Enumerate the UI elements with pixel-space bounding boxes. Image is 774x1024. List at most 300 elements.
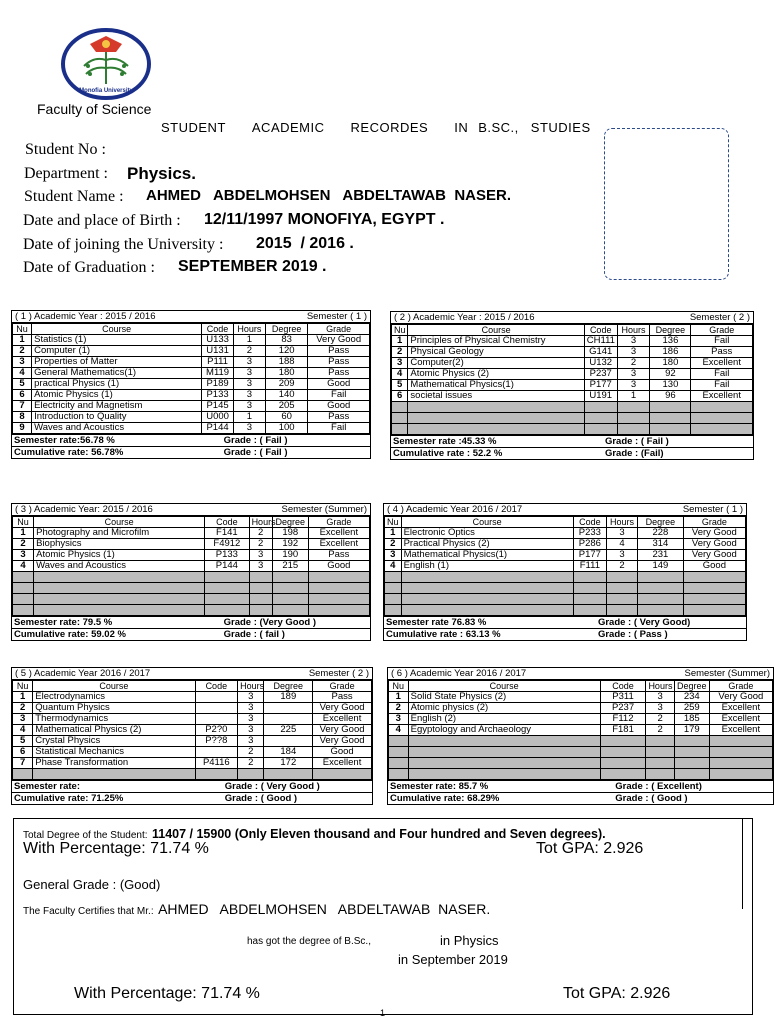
semester-rate-row xyxy=(12,780,372,792)
course-cell: Pass xyxy=(308,412,370,423)
course-cell: 96 xyxy=(650,391,691,402)
column-header-row xyxy=(385,517,746,528)
column-header: Degree xyxy=(265,324,308,335)
course-cell xyxy=(264,714,313,725)
cumulative-grade: Grade : ( Fail ) xyxy=(223,446,288,458)
course-cell: P133 xyxy=(205,550,249,561)
course-cell: 3 xyxy=(238,714,264,725)
empty-row xyxy=(392,424,753,435)
course-cell: 209 xyxy=(265,379,308,390)
course-cell: P144 xyxy=(202,423,234,434)
course-cell: 2 xyxy=(234,346,266,357)
column-header: Grade xyxy=(308,517,369,528)
course-row xyxy=(13,703,372,714)
course-cell: 3 xyxy=(13,357,32,368)
course-cell: 205 xyxy=(265,401,308,412)
course-cell: 180 xyxy=(265,368,308,379)
column-header: Code xyxy=(573,517,606,528)
course-cell: P177 xyxy=(584,380,617,391)
empty-row xyxy=(385,605,746,616)
course-cell: 1 xyxy=(392,336,408,347)
semester-rate: Semester rate :45.33 % xyxy=(393,435,497,447)
course-cell: 4 xyxy=(13,725,33,736)
column-header: Hours xyxy=(646,681,674,692)
empty-row xyxy=(389,747,773,758)
course-cell: English (1) xyxy=(401,561,573,572)
course-cell: 180 xyxy=(650,358,691,369)
empty-row xyxy=(13,769,372,780)
course-cell: 3 xyxy=(238,703,264,714)
course-table xyxy=(12,516,370,616)
course-cell: 100 xyxy=(265,423,308,434)
course-row xyxy=(389,692,773,703)
course-cell: societal issues xyxy=(408,391,584,402)
semester-header xyxy=(12,311,370,323)
course-cell: Pass xyxy=(313,692,372,703)
course-cell: Pass xyxy=(308,357,370,368)
course-cell: 3 xyxy=(234,390,266,401)
course-cell: 149 xyxy=(638,561,684,572)
course-cell: Statistical Mechanics xyxy=(33,747,195,758)
course-row xyxy=(392,347,753,358)
course-cell: 3 xyxy=(234,379,266,390)
course-cell: 1 xyxy=(13,692,33,703)
course-cell: 6 xyxy=(13,747,33,758)
empty-row xyxy=(13,583,370,594)
academic-year: ( 4 ) Academic Year 2016 / 2017 xyxy=(387,503,523,515)
course-cell: 5 xyxy=(392,380,408,391)
course-cell: 234 xyxy=(674,692,709,703)
course-cell: P233 xyxy=(573,528,606,539)
course-cell: Excellent xyxy=(313,758,372,769)
course-cell: Atomic Physics (1) xyxy=(34,550,205,561)
course-cell: Physical Geology xyxy=(408,347,584,358)
academic-year: ( 5 ) Academic Year 2016 / 2017 xyxy=(15,667,151,679)
course-cell xyxy=(264,736,313,747)
semester-label: Semester ( 2 ) xyxy=(308,667,369,679)
course-cell: Electricity and Magnetism xyxy=(32,401,202,412)
course-cell: 5 xyxy=(13,379,32,390)
course-cell xyxy=(195,703,238,714)
photo-placeholder xyxy=(604,128,729,280)
semester-label: Semester (Summer) xyxy=(684,667,770,679)
course-cell: 3 xyxy=(392,358,408,369)
column-header: Code xyxy=(205,517,249,528)
course-cell: P111 xyxy=(202,357,234,368)
course-cell: 3 xyxy=(617,369,650,380)
course-cell: 1 xyxy=(617,391,650,402)
course-cell: 5 xyxy=(13,736,33,747)
semester-grade: Grade : ( Very Good ) xyxy=(224,780,320,792)
course-row xyxy=(385,528,746,539)
semester-rate: Semester rate:56.78 % xyxy=(14,434,115,446)
course-cell: 6 xyxy=(392,391,408,402)
course-row xyxy=(13,747,372,758)
academic-year: ( 3 ) Academic Year: 2015 / 2016 xyxy=(15,503,153,515)
course-cell: 1 xyxy=(13,528,34,539)
column-header: Nu xyxy=(13,517,34,528)
cumulative-rate-row xyxy=(388,792,773,804)
graduation-label: Date of Graduation : xyxy=(23,259,155,276)
course-cell: 189 xyxy=(264,692,313,703)
course-cell: Good xyxy=(313,747,372,758)
course-cell: English (2) xyxy=(408,714,600,725)
course-cell: F111 xyxy=(573,561,606,572)
course-cell: 3 xyxy=(249,550,272,561)
course-cell: 4 xyxy=(392,369,408,380)
column-header: Grade xyxy=(683,517,745,528)
general-grade: General Grade : (Good) xyxy=(23,877,161,892)
semester-table-3 xyxy=(11,503,371,641)
course-cell: 136 xyxy=(650,336,691,347)
column-header-row xyxy=(392,325,753,336)
column-header: Nu xyxy=(389,681,409,692)
total-degree-label: Total Degree of the Student: xyxy=(23,830,148,841)
course-cell: practical Physics (1) xyxy=(32,379,202,390)
course-cell: CH111 xyxy=(584,336,617,347)
course-cell: 1 xyxy=(389,692,409,703)
certifies-name: AHMED ABDELMOHSEN ABDELTAWAB NASER. xyxy=(158,901,491,917)
course-cell: P177 xyxy=(573,550,606,561)
course-row xyxy=(13,539,370,550)
student-name-label: Student Name : xyxy=(24,188,124,205)
course-cell: 3 xyxy=(617,380,650,391)
course-cell: 3 xyxy=(13,550,34,561)
course-row xyxy=(13,401,370,412)
course-cell: 185 xyxy=(674,714,709,725)
course-cell: 9 xyxy=(13,423,32,434)
course-cell: 2 xyxy=(385,539,402,550)
course-cell: 7 xyxy=(13,758,33,769)
course-cell: Excellent xyxy=(709,714,772,725)
course-cell: 4 xyxy=(606,539,637,550)
course-cell: 186 xyxy=(650,347,691,358)
course-cell xyxy=(195,714,238,725)
course-row xyxy=(13,346,370,357)
column-header: Code xyxy=(584,325,617,336)
course-cell: 190 xyxy=(272,550,308,561)
course-row xyxy=(13,714,372,725)
course-cell: 3 xyxy=(249,561,272,572)
course-cell: 3 xyxy=(234,401,266,412)
empty-row xyxy=(389,736,773,747)
course-cell: Computer (1) xyxy=(32,346,202,357)
degree-text: has got the degree of B.Sc., xyxy=(247,936,371,947)
course-cell: 83 xyxy=(265,335,308,346)
empty-row xyxy=(385,594,746,605)
cumulative-rate: Cumulative rate: 56.78% xyxy=(14,446,124,458)
column-header: Course xyxy=(34,517,205,528)
course-cell: Waves and Acoustics xyxy=(32,423,202,434)
course-row xyxy=(13,692,372,703)
course-cell: 4 xyxy=(13,368,32,379)
course-cell: Good xyxy=(683,561,745,572)
course-cell: Very Good xyxy=(709,692,772,703)
course-cell: 231 xyxy=(638,550,684,561)
academic-year: ( 6 ) Academic Year 2016 / 2017 xyxy=(391,667,527,679)
empty-row xyxy=(385,583,746,594)
cumulative-rate-row xyxy=(384,628,746,640)
semester-grade: Grade : ( Excellent) xyxy=(615,780,702,792)
course-cell: 3 xyxy=(13,714,33,725)
course-cell: 3 xyxy=(606,550,637,561)
course-cell: 2 xyxy=(646,714,674,725)
course-cell: 3 xyxy=(646,692,674,703)
column-header: Code xyxy=(600,681,646,692)
column-header: Hours xyxy=(617,325,650,336)
course-cell: 3 xyxy=(646,703,674,714)
course-cell: 2 xyxy=(13,703,33,714)
column-header: Course xyxy=(408,325,584,336)
column-header-row xyxy=(13,324,370,335)
column-header: Degree xyxy=(650,325,691,336)
course-cell: U132 xyxy=(584,358,617,369)
course-row xyxy=(13,390,370,401)
course-cell: 2 xyxy=(392,347,408,358)
semester-rate-row xyxy=(12,434,370,446)
empty-row xyxy=(385,572,746,583)
course-cell: 130 xyxy=(650,380,691,391)
course-cell: 6 xyxy=(13,390,32,401)
cumulative-grade: Grade : ( Good ) xyxy=(615,792,688,804)
course-cell: Pass xyxy=(308,550,369,561)
course-cell: 120 xyxy=(265,346,308,357)
course-cell: 1 xyxy=(234,335,266,346)
course-cell: F4912 xyxy=(205,539,249,550)
course-cell: Atomic Physics (2) xyxy=(408,369,584,380)
empty-row xyxy=(392,402,753,413)
certification-line xyxy=(23,901,490,919)
course-cell: 188 xyxy=(265,357,308,368)
page-number: 1 xyxy=(380,1008,386,1018)
cumulative-grade: Grade : ( fail ) xyxy=(223,628,285,640)
course-cell: Good xyxy=(308,379,370,390)
academic-year: ( 1 ) Academic Year : 2015 / 2016 xyxy=(15,310,156,322)
course-cell: 2 xyxy=(13,346,32,357)
column-header: Grade xyxy=(709,681,772,692)
column-header: Nu xyxy=(385,517,402,528)
course-row xyxy=(385,561,746,572)
course-cell: 2 xyxy=(646,725,674,736)
student-name-value: AHMED ABDELMOHSEN ABDELTAWAB NASER. xyxy=(146,187,512,204)
course-cell: 3 xyxy=(234,368,266,379)
semester-rate: Semester rate: 85.7 % xyxy=(390,780,489,792)
column-header: Course xyxy=(408,681,600,692)
course-cell: Atomic Physics (1) xyxy=(32,390,202,401)
semester-table-1 xyxy=(11,310,371,459)
course-cell: Biophysics xyxy=(34,539,205,550)
empty-row xyxy=(392,413,753,424)
semester-label: Semester ( 2 ) xyxy=(689,311,750,323)
course-cell: Fail xyxy=(691,369,753,380)
course-cell: 3 xyxy=(234,423,266,434)
course-cell: Excellent xyxy=(308,528,369,539)
course-cell: 184 xyxy=(264,747,313,758)
course-cell: 3 xyxy=(385,550,402,561)
department-value: Physics. xyxy=(127,164,196,183)
course-cell: 3 xyxy=(606,528,637,539)
course-cell: P4116 xyxy=(195,758,238,769)
course-cell: 3 xyxy=(389,714,409,725)
semester-table-6 xyxy=(387,667,774,805)
course-cell: 2 xyxy=(249,539,272,550)
course-cell: Fail xyxy=(691,380,753,391)
semester-table-2 xyxy=(390,311,754,460)
course-cell: Fail xyxy=(308,423,370,434)
semester-grade: Grade : ( Fail ) xyxy=(604,435,669,447)
empty-row xyxy=(389,758,773,769)
course-cell: P145 xyxy=(202,401,234,412)
course-cell: Very Good xyxy=(683,539,745,550)
course-cell: 228 xyxy=(638,528,684,539)
course-row xyxy=(13,412,370,423)
course-cell: F112 xyxy=(600,714,646,725)
cumulative-rate-row xyxy=(12,446,370,458)
column-header: Nu xyxy=(392,325,408,336)
semester-header xyxy=(388,668,773,680)
course-cell: P133 xyxy=(202,390,234,401)
course-table xyxy=(391,324,753,435)
empty-row xyxy=(13,594,370,605)
course-cell: Computer(2) xyxy=(408,358,584,369)
course-cell: 2 xyxy=(617,358,650,369)
column-header-row xyxy=(13,681,372,692)
semester-grade: Grade : ( Very Good) xyxy=(597,616,691,628)
course-cell: U000 xyxy=(202,412,234,423)
graduation-value: SEPTEMBER 2019 . xyxy=(178,258,327,275)
birth-label: Date and place of Birth : xyxy=(23,212,181,229)
summary-box xyxy=(13,818,753,1015)
course-cell: 3 xyxy=(238,725,264,736)
course-table xyxy=(388,680,773,780)
degree-date: in September 2019 xyxy=(398,952,508,967)
course-row xyxy=(13,335,370,346)
course-cell: Very Good xyxy=(313,703,372,714)
empty-row xyxy=(13,572,370,583)
course-table xyxy=(12,680,372,780)
semester-rate-row xyxy=(388,780,773,792)
column-header: Hours xyxy=(249,517,272,528)
semester-rate-row xyxy=(391,435,753,447)
record-title: STUDENT ACADEMIC RECORDES IN B.SC., STUDIES xyxy=(161,120,591,135)
course-cell: Excellent xyxy=(709,725,772,736)
total-gpa: Tot GPA: 2.926 xyxy=(536,840,644,857)
column-header: Hours xyxy=(238,681,264,692)
course-cell: 4 xyxy=(389,725,409,736)
semester-rate-row xyxy=(12,616,370,628)
course-row xyxy=(13,561,370,572)
course-cell: 3 xyxy=(617,336,650,347)
course-cell: Very Good xyxy=(683,528,745,539)
column-header: Code xyxy=(195,681,238,692)
column-header: Degree xyxy=(264,681,313,692)
course-cell: 7 xyxy=(13,401,32,412)
empty-row xyxy=(13,605,370,616)
course-cell: Pass xyxy=(308,346,370,357)
cumulative-rate: Cumulative rate : 63.13 % xyxy=(386,628,501,640)
column-header: Hours xyxy=(606,517,637,528)
cumulative-rate-row xyxy=(12,628,370,640)
column-header: Degree xyxy=(638,517,684,528)
column-header: Hours xyxy=(234,324,266,335)
course-cell: Atomic physics (2) xyxy=(408,703,600,714)
course-table xyxy=(12,323,370,434)
course-row xyxy=(392,358,753,369)
birth-value: 12/11/1997 MONOFIYA, EGYPT . xyxy=(204,211,445,228)
course-cell: Good xyxy=(308,561,369,572)
course-cell: 2 xyxy=(238,758,264,769)
course-cell: Practical Physics (2) xyxy=(401,539,573,550)
semester-rate: Semester rate: 79.5 % xyxy=(14,616,113,628)
course-cell: Very Good xyxy=(683,550,745,561)
course-cell: 4 xyxy=(13,561,34,572)
empty-row xyxy=(389,769,773,780)
semester-rate: Semester rate: xyxy=(14,780,81,792)
course-cell: U131 xyxy=(202,346,234,357)
course-cell: P144 xyxy=(205,561,249,572)
course-cell: 3 xyxy=(234,357,266,368)
course-cell: Solid State Physics (2) xyxy=(408,692,600,703)
course-cell: Egyptology and Archaeology xyxy=(408,725,600,736)
course-cell: Excellent xyxy=(691,358,753,369)
course-cell: 2 xyxy=(249,528,272,539)
course-cell: Thermodynamics xyxy=(33,714,195,725)
course-cell: 1 xyxy=(234,412,266,423)
student-no-label: Student No : xyxy=(25,141,106,158)
course-cell: Excellent xyxy=(313,714,372,725)
column-header: Course xyxy=(33,681,195,692)
cumulative-rate: Cumulative rate : 52.2 % xyxy=(393,447,503,459)
course-row xyxy=(385,539,746,550)
course-cell: M119 xyxy=(202,368,234,379)
cumulative-rate-row xyxy=(391,447,753,459)
course-cell: Photography and Microfilm xyxy=(34,528,205,539)
semester-header xyxy=(384,504,746,516)
course-row xyxy=(13,758,372,769)
course-cell: Fail xyxy=(308,390,370,401)
cumulative-grade: Grade : ( Pass ) xyxy=(597,628,668,640)
course-cell: Principles of Physical Chemistry xyxy=(408,336,584,347)
joining-label: Date of joining the University : xyxy=(23,236,224,253)
cumulative-grade: Grade : (Fail) xyxy=(604,447,664,459)
semester-rate: Semester rate 76.83 % xyxy=(386,616,487,628)
course-row xyxy=(389,725,773,736)
course-cell: Quantum Physics xyxy=(33,703,195,714)
column-header: Nu xyxy=(13,324,32,335)
column-header: Degree xyxy=(674,681,709,692)
course-row xyxy=(13,357,370,368)
course-cell: 1 xyxy=(13,335,32,346)
course-cell: Mathematical Physics(1) xyxy=(401,550,573,561)
semester-label: Semester ( 1 ) xyxy=(306,310,367,322)
course-cell: 192 xyxy=(272,539,308,550)
course-cell: 259 xyxy=(674,703,709,714)
course-cell: P2?0 xyxy=(195,725,238,736)
course-cell: 4 xyxy=(385,561,402,572)
column-header: Nu xyxy=(13,681,33,692)
course-cell: Excellent xyxy=(691,391,753,402)
course-row xyxy=(13,725,372,736)
course-table xyxy=(384,516,746,616)
column-header-row xyxy=(13,517,370,528)
course-cell: 2 xyxy=(13,539,34,550)
course-cell: Very Good xyxy=(308,335,370,346)
course-cell: G141 xyxy=(584,347,617,358)
course-row xyxy=(13,379,370,390)
course-cell: Pass xyxy=(308,368,370,379)
course-cell: U191 xyxy=(584,391,617,402)
cumulative-rate-row xyxy=(12,792,372,804)
